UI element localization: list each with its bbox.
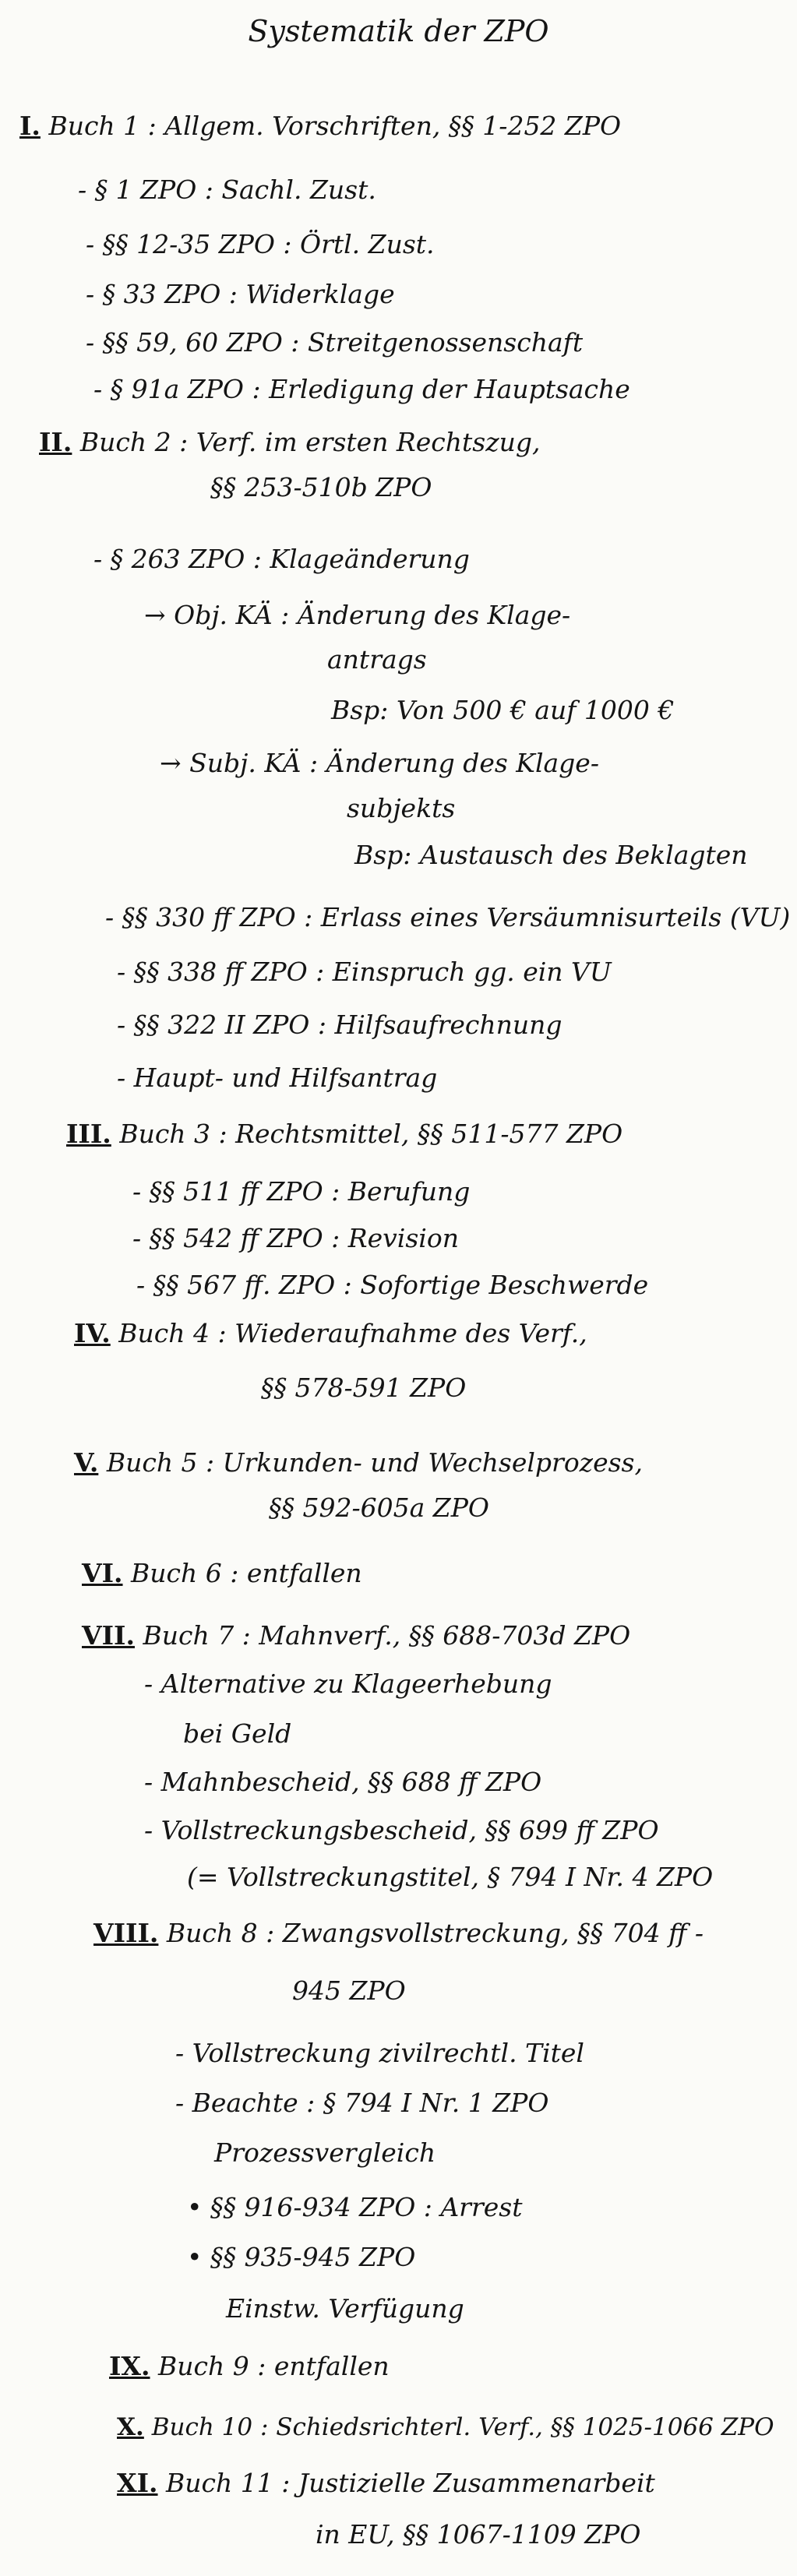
line-text: bei Geld xyxy=(183,1718,292,1749)
line-text: - §§ 59, 60 ZPO : Streitgenossenschaft xyxy=(86,327,584,358)
note-line xyxy=(19,109,621,143)
note-line xyxy=(187,2190,522,2225)
roman-numeral: III. xyxy=(66,1119,111,1149)
note-line xyxy=(117,2466,655,2500)
roman-numeral: VIII. xyxy=(93,1918,159,1948)
note-line xyxy=(347,791,455,826)
roman-numeral: XI. xyxy=(117,2468,158,2498)
line-text: §§ 578-591 ZPO xyxy=(261,1373,467,1403)
line-text: Buch 7 : Mahnverf., §§ 688-703d ZPO xyxy=(143,1620,631,1651)
line-text: Buch 10 : Schiedsrichterl. Verf., §§ 1025-1066 ZPO xyxy=(151,2413,774,2441)
note-line xyxy=(183,1717,291,1751)
note-line xyxy=(117,1061,437,1095)
line-text: - §§ 542 ff ZPO : Revision xyxy=(132,1223,459,1253)
line-text: - § 33 ZPO : Widerklage xyxy=(86,279,395,309)
line-text: - Vollstreckung zivilrechtl. Titel xyxy=(175,2038,584,2068)
note-line xyxy=(93,542,470,576)
line-text: - Beachte : § 794 I Nr. 1 ZPO xyxy=(175,2088,549,2118)
note-line xyxy=(354,838,748,872)
note-line xyxy=(187,1860,713,1894)
line-text: - Mahnbescheid, §§ 688 ff ZPO xyxy=(144,1767,542,1797)
note-line xyxy=(160,746,599,781)
note-line xyxy=(292,1974,406,2008)
line-text: Buch 5 : Urkunden- und Wechselprozess, xyxy=(106,1447,643,1478)
line-text: Prozessvergleich xyxy=(214,2137,436,2168)
line-text: - § 91a ZPO : Erledigung der Hauptsache xyxy=(93,374,630,404)
line-text: Buch 2 : Verf. im ersten Rechtszug, xyxy=(79,427,541,457)
note-line xyxy=(86,227,435,262)
note-line xyxy=(82,1556,362,1591)
note-line xyxy=(316,2518,640,2552)
line-text: - Alternative zu Klageerhebung xyxy=(144,1669,552,1699)
note-line xyxy=(117,1008,562,1042)
note-line xyxy=(144,598,570,633)
note-line xyxy=(187,2240,415,2275)
line-text: in EU, §§ 1067-1109 ZPO xyxy=(316,2519,641,2550)
note-line xyxy=(82,1619,630,1653)
roman-numeral: IV. xyxy=(74,1318,111,1348)
line-text: → Obj. KÄ : Änderung des Klage- xyxy=(144,600,571,630)
note-line xyxy=(74,1316,587,1351)
roman-numeral: IX. xyxy=(109,2351,150,2381)
note-line xyxy=(78,173,376,207)
note-line xyxy=(175,2036,584,2070)
line-text: - §§ 338 ff ZPO : Einspruch gg. ein VU xyxy=(117,957,612,987)
line-text: → Subj. KÄ : Änderung des Klage- xyxy=(160,748,599,778)
line-text: 945 ZPO xyxy=(292,1975,406,2006)
line-text: Buch 1 : Allgem. Vorschriften, §§ 1-252 ZPO xyxy=(48,111,622,141)
roman-numeral: VI. xyxy=(82,1558,123,1588)
line-text: - Haupt- und Hilfsantrag xyxy=(117,1062,438,1093)
note-line xyxy=(175,2086,548,2120)
line-text: - § 1 ZPO : Sachl. Zust. xyxy=(78,174,376,205)
note-line xyxy=(226,2292,464,2326)
roman-numeral: VII. xyxy=(82,1620,135,1651)
line-text: Buch 4 : Wiederaufnahme des Verf., xyxy=(118,1318,587,1348)
note-line xyxy=(93,1916,704,1951)
line-text: Einstw. Verfügung xyxy=(226,2293,464,2324)
line-text: - Vollstreckungsbescheid, §§ 699 ff ZPO xyxy=(144,1815,659,1845)
roman-numeral: II. xyxy=(39,427,72,457)
line-text: Buch 9 : entfallen xyxy=(158,2351,390,2381)
line-text: - § 263 ZPO : Klageänderung xyxy=(93,544,470,574)
note-line xyxy=(39,425,541,460)
note-line xyxy=(132,1175,470,1209)
line-text: - §§ 511 ff ZPO : Berufung xyxy=(132,1176,471,1207)
roman-numeral: V. xyxy=(74,1447,99,1478)
note-line xyxy=(327,643,427,677)
line-text: Buch 11 : Justizielle Zusammenarbeit xyxy=(166,2468,655,2498)
line-text: subjekts xyxy=(347,793,456,823)
note-line xyxy=(74,1446,643,1480)
note-line xyxy=(132,1221,459,1256)
note-line xyxy=(117,955,612,989)
roman-numeral: X. xyxy=(117,2413,144,2441)
note-line xyxy=(144,1813,659,1848)
line-text: §§ 592-605a ZPO xyxy=(269,1492,489,1523)
line-text: antrags xyxy=(327,644,427,675)
note-line xyxy=(136,1268,648,1302)
line-text: - §§ 12-35 ZPO : Örtl. Zust. xyxy=(86,229,435,259)
line-text: Buch 3 : Rechtsmittel, §§ 511-577 ZPO xyxy=(119,1119,623,1149)
note-line xyxy=(331,693,674,728)
line-text: §§ 253-510b ZPO xyxy=(210,472,432,502)
line-text: (= Vollstreckungstitel, § 794 I Nr. 4 ZPO xyxy=(187,1862,714,1892)
line-text: Bsp: Austausch des Beklagten xyxy=(354,840,748,870)
line-text: • §§ 916-934 ZPO : Arrest xyxy=(187,2192,523,2222)
note-line xyxy=(66,1117,622,1151)
page-title: Systematik der ZPO xyxy=(248,14,549,48)
note-line xyxy=(210,470,432,505)
note-line xyxy=(214,2136,436,2170)
note-line xyxy=(86,326,583,360)
line-text: - §§ 567 ff. ZPO : Sofortige Beschwerde xyxy=(136,1270,649,1300)
note-line xyxy=(86,277,395,312)
note-line xyxy=(117,2410,774,2444)
line-text: • §§ 935-945 ZPO xyxy=(187,2242,416,2272)
note-line xyxy=(109,2349,390,2384)
line-text: - §§ 330 ff ZPO : Erlass eines Versäumnisurteils (VU) xyxy=(105,902,791,932)
line-text: Bsp: Von 500 € auf 1000 € xyxy=(331,695,675,725)
note-line xyxy=(144,1765,541,1799)
line-text: Buch 6 : entfallen xyxy=(131,1558,362,1588)
note-line xyxy=(261,1371,466,1405)
note-line xyxy=(105,900,790,935)
note-line xyxy=(93,372,630,407)
roman-numeral: I. xyxy=(19,111,41,141)
line-text: - §§ 322 II ZPO : Hilfsaufrechnung xyxy=(117,1010,562,1040)
note-line xyxy=(144,1667,552,1701)
line-text: Buch 8 : Zwangsvollstreckung, §§ 704 ff - xyxy=(166,1918,704,1948)
note-line xyxy=(269,1491,489,1525)
